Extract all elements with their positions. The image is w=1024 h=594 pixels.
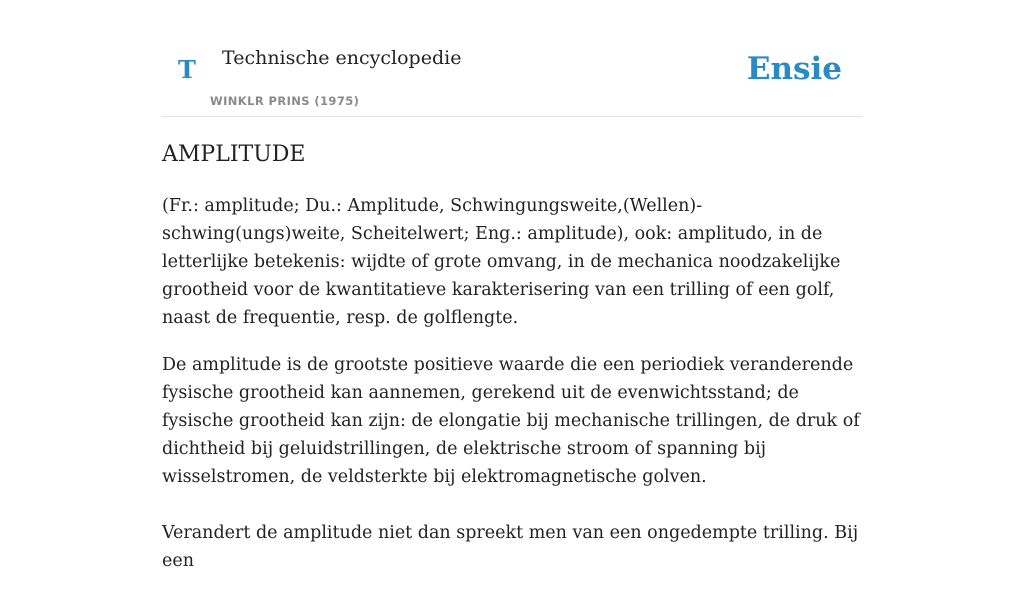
book-source: WINKLR PRINS (1975): [210, 94, 360, 108]
entry-body: [162, 192, 866, 594]
book-logo[interactable]: T: [178, 55, 196, 84]
entry-paragraph: (Fr.: amplitude; Du.: Amplitude, Schwingungsweite,(Wellen)-schwing(ungs)weite, Scheitelwert; Eng.: amplitude), ook: amplitudo, in de letterlijke betekenis: wijdte of grote omvang, in de mechanica noodzakelijke grootheid voor de kwantitatieve karakterisering van een trilling of een golf, naast de frequentie, resp. de golflengte.: [162, 196, 841, 328]
book-title[interactable]: Technische encyclopedie: [222, 47, 462, 69]
entry-paragraph: Verandert de amplitude niet dan spreekt men van een ongedempte trilling. Bij een: [162, 523, 859, 571]
brand-logo[interactable]: Ensie: [746, 51, 842, 87]
header: [162, 0, 862, 117]
entry-paragraph: De amplitude is de grootste positieve waarde die een periodiek veranderende fysische grootheid kan aannemen, gerekend uit de evenwichtsstand; de fysische grootheid kan zijn: de elongatie bij mechanische trillingen, de druk of dichtheid bij geluidstrillingen, de elektrische stroom of spanning bij wisselstromen, de veldsterkte bij elektromagnetische golven.: [162, 355, 860, 487]
entry-title: AMPLITUDE: [162, 142, 306, 167]
